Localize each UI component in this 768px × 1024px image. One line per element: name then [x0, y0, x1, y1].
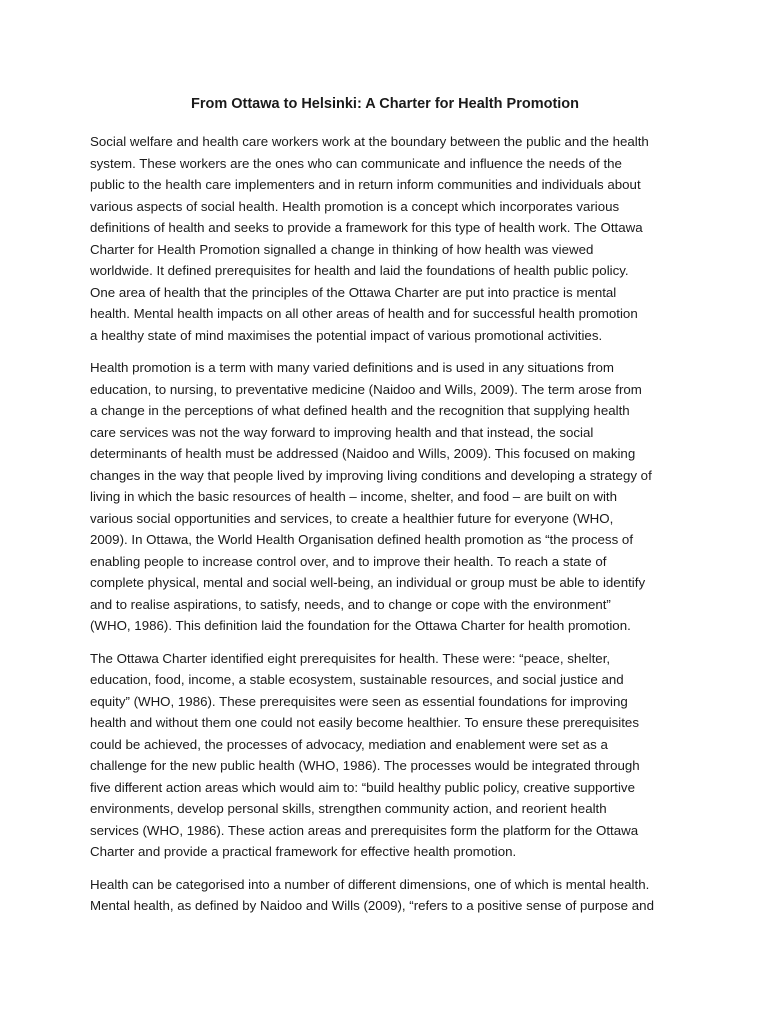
text-line: education, to nursing, to preventative medicine (Naidoo and Wills, 2009). The term arose from: [90, 381, 642, 397]
text-line: living in which the basic resources of health – income, shelter, and food – are built on with: [90, 489, 618, 504]
paragraph-1: [90, 131, 680, 346]
text-line: health. Mental health impacts on all other areas of health and for successful health promotion: [90, 306, 638, 321]
text-line: Social welfare and health care workers work at the boundary between the public and the health: [90, 134, 649, 149]
text-line: The Ottawa Charter identified eight prerequisites for health. These were: “peace, shelter,: [90, 650, 611, 666]
text-line: Mental health, as defined by Naidoo and Wills (2009), “refers to a positive sense of purpose and: [90, 898, 654, 913]
text-line: Charter for Health Promotion signalled a change in thinking of how health was viewed: [90, 241, 594, 257]
text-line: Health promotion is a term with many varied definitions and is used in any situations from: [90, 360, 614, 375]
paragraph-4: [90, 874, 680, 917]
text-line: worldwide. It defined prerequisites for health and laid the foundations of health public policy.: [90, 263, 629, 278]
text-line: environments, develop personal skills, strengthen community action, and reorient health: [90, 801, 607, 816]
text-line: One area of health that the principles of the Ottawa Charter are put into practice is mental: [90, 284, 617, 300]
text-line: Health can be categorised into a number of different dimensions, one of which is mental health.: [90, 876, 650, 892]
text-line: determinants of health must be addressed (Naidoo and Wills, 2009). This focused on making: [90, 446, 636, 461]
text-line: 2009). In Ottawa, the World Health Organisation defined health promotion as “the process of: [90, 532, 634, 547]
text-line: changes in the way that people lived by improving living conditions and developing a strategy of: [90, 467, 652, 483]
text-line: complete physical, mental and social well-being, an individual or group must be able to identify: [90, 575, 646, 590]
text-line: enabling people to increase control over, and to improve their health. To reach a state of: [90, 553, 607, 569]
paragraph-2: [90, 357, 680, 637]
text-line: care services was not the way forward to improving health and that instead, the social: [90, 424, 594, 440]
text-line: health and without them one could not easily become healthier. To ensure these prerequisites: [90, 715, 639, 730]
text-line: system. These workers are the ones who can communicate and influence the needs of the: [90, 155, 622, 171]
text-line: a change in the perceptions of what defined health and the recognition that supplying health: [90, 403, 630, 418]
text-line: equity” (WHO, 1986). These prerequisites were seen as essential foundations for improving: [90, 693, 628, 709]
text-line: various aspects of social health. Health promotion is a concept which incorporates various: [90, 198, 620, 214]
paragraph-3: [90, 648, 680, 863]
text-line: and to realise aspirations, to satisfy, needs, and to change or cope with the environment”: [90, 596, 611, 612]
text-line: (WHO, 1986). This definition laid the foundation for the Ottawa Charter for health promotion.: [90, 618, 631, 633]
text-line: five different action areas which would aim to: “build healthy public policy, creative supportive: [90, 779, 635, 795]
text-line: a healthy state of mind maximises the potential impact of various promotional activities.: [90, 327, 603, 343]
text-line: definitions of health and seeks to provide a framework for this type of health work. The Ottawa: [90, 220, 643, 235]
text-line: various social opportunities and services, to create a healthier future for everyone (WHO,: [90, 510, 614, 526]
text-line: public to the health care implementers and in return inform communities and individuals about: [90, 177, 641, 192]
text-line: education, food, income, a stable ecosystem, sustainable resources, and social justice and: [90, 672, 624, 687]
text-line: services (WHO, 1986). These action areas and prerequisites form the platform for the Ottawa: [90, 822, 639, 838]
document-title: From Ottawa to Helsinki: A Charter for Health Promotion: [190, 96, 580, 112]
text-line: challenge for the new public health (WHO, 1986). The processes would be integrated through: [90, 758, 640, 773]
text-line: could be achieved, the processes of advocacy, mediation and enablement were set as a: [90, 736, 608, 752]
text-line: Charter and provide a practical framework for effective health promotion.: [90, 844, 517, 859]
document-page: [90, 95, 680, 928]
document-body: [90, 131, 680, 917]
